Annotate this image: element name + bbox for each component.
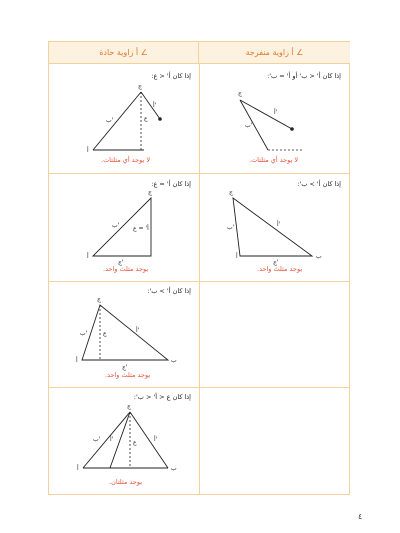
side-a-label: أ' xyxy=(154,436,158,443)
result-r2-acute: يوجد مثلث واحد. xyxy=(103,265,149,273)
vertex-c: ج xyxy=(97,296,101,303)
condition-r4-acute: إذا كان ع < أ' < ب': xyxy=(133,393,191,401)
side-c-label: ج' xyxy=(122,364,128,371)
side-b-label: ب' xyxy=(227,224,235,231)
vertex-a: أ xyxy=(236,253,238,260)
side-b-label: ب' xyxy=(245,122,253,129)
side-b-label: ب' xyxy=(106,117,114,124)
condition-r2-acute: إذا كان أ' = ع: xyxy=(151,180,191,188)
side-a-label: أ' xyxy=(153,102,157,109)
figure-r2-acute xyxy=(87,189,152,266)
header-acute: ∠ أ زاوية حادة xyxy=(49,42,199,64)
vertex-a: أ xyxy=(87,147,89,154)
condition-r3-acute: إذا كان أ' > ب': xyxy=(147,287,191,295)
figure-r3-acute xyxy=(76,296,177,371)
vertex-c: ج xyxy=(127,403,131,410)
vertex-a: أ xyxy=(87,253,89,260)
side-c-label: ج' xyxy=(118,259,124,266)
condition-r2-obtuse: إذا كان أ' > ب': xyxy=(297,180,341,188)
result-r2-obtuse: يوجد مثلث واحد. xyxy=(257,265,303,273)
height-label: ع xyxy=(144,115,148,122)
result-r1-acute: لا يوجد أي مثلثات. xyxy=(101,156,151,164)
side-b-label: ب' xyxy=(112,222,120,229)
height-equals-a-label: أ' = ع xyxy=(133,225,149,232)
page-number: ٤ xyxy=(358,512,363,521)
figure-r2-obtuse xyxy=(227,189,322,266)
side-c-label: ج' xyxy=(273,259,279,266)
figure-r1-obtuse xyxy=(238,90,304,150)
vertex-b: ب xyxy=(316,253,322,260)
side-a-label: أ' xyxy=(277,221,281,228)
vertex-c: ج xyxy=(138,83,142,90)
figure-r4-acute xyxy=(77,403,177,472)
vertex-c: ج xyxy=(148,189,152,196)
side-a-label: أ' xyxy=(136,327,140,334)
header-obtuse: ∠ أ زاوية منفرجة xyxy=(199,42,350,64)
side-a-label: أ' xyxy=(110,436,114,443)
height-label: ع xyxy=(103,330,107,337)
height-label: ع xyxy=(133,439,137,446)
figure-r1-acute xyxy=(87,83,162,154)
result-r4-acute: يوجد مثلثان. xyxy=(109,478,143,486)
side-b-label: ب' xyxy=(80,330,88,337)
vertex-b: ب xyxy=(171,465,177,472)
vertex-a: أ xyxy=(76,357,78,364)
result-r3-acute: يوجد مثلث واحد. xyxy=(105,371,151,379)
condition-r1-acute: إذا كان أ' < ع: xyxy=(151,72,191,80)
vertex-c: ج xyxy=(238,90,242,97)
condition-r1-obtuse: إذا كان أ' < ب' أو أ' = ب': xyxy=(267,72,341,80)
side-b-label: ب' xyxy=(93,436,101,443)
vertex-b: ب xyxy=(171,357,177,364)
side-a-label: أ' xyxy=(274,109,278,116)
vertex-c: ج xyxy=(229,189,233,196)
vertex-a: أ xyxy=(77,465,79,472)
result-r1-obtuse: لا يوجد أي مثلثات. xyxy=(249,156,299,164)
